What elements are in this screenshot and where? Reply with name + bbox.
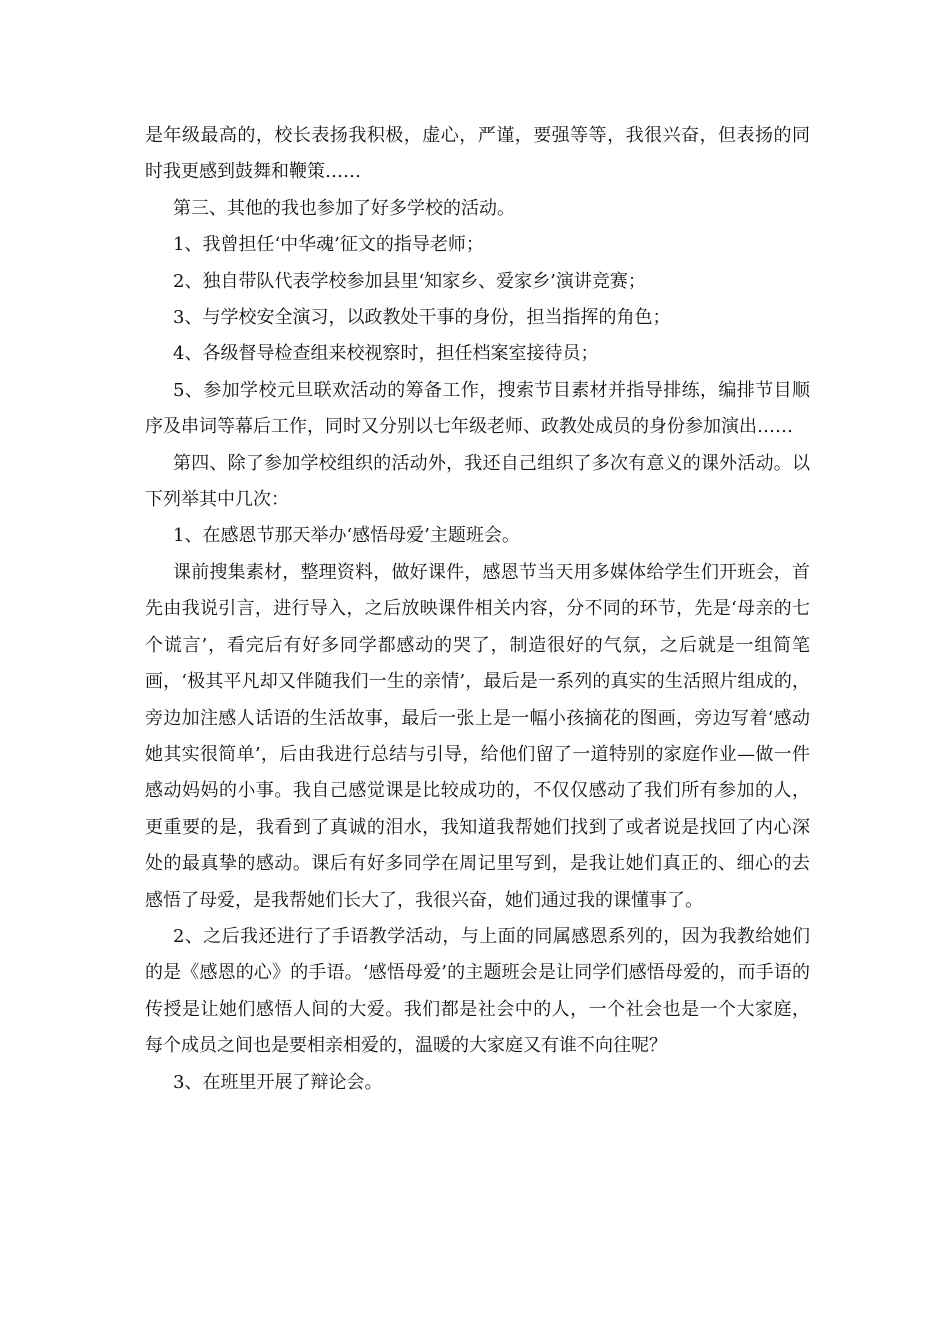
paragraph-item-sign-language: 2、之后我还进行了手语教学活动，与上面的同属感恩系列的，因为我教给她们的是《感恩的心》的手语。‘感悟母爱’的主题班会是让同学们感悟母爱的，而手语的传授是让她们感悟人间的大爱。我们都是社会中的人，一个社会也是一个大家庭，每个成员之间也是要相亲相爱的，温暖的大家庭又有谁不向往呢？: [145, 925, 810, 1057]
paragraph-section-three-heading: 第三、其他的我也参加了好多学校的活动。: [173, 197, 515, 219]
paragraph-item-essay-advisor: 1、我曾担任‘中华魂’征文的指导老师；: [173, 234, 484, 256]
paragraph-item-safety-drill: 3、与学校安全演习，以政教处干事的身份，担当指挥的角色；: [173, 307, 671, 329]
paragraph-meeting-description: 课前搜集素材，整理资料，做好课件，感恩节当天用多媒体给学生们开班会，首先由我说引言，进行导入，之后放映课件相关内容，分不同的环节，先是‘母亲的七个谎言’，看完后有好多同学都感动的哭了，制造很好的气氛，之后就是一组简笔画，‘极其平凡却又伴随我们一生的亲情’，最后是一系列的真实的生活照片组成的，旁边加注感人话语的生活故事，最后一张上是一幅小孩摘花的图画，旁边写着‘感动她其实很简单’，后由我进行总结与引导，给他们留了一道特别的家庭作业—做一件感动妈妈的小事。我自己感觉课是比较成功的，不仅仅感动了我们所有参加的人，更重要的是，我看到了真诚的泪水，我知道我帮她们找到了或者说是找回了内心深处的最真挚的感动。课后有好多同学在周记里写到，是我让她们真正的、细心的去感悟了母爱，是我帮她们长大了，我很兴奋，她们通过我的课懂事了。: [145, 561, 810, 911]
paragraph-item-speech-contest: 2、独自带队代表学校参加县里‘知家乡、爱家乡’演讲竞赛；: [173, 270, 646, 292]
paragraph-item-archive-reception: 4、各级督导检查组来校视察时，担任档案室接待员；: [173, 343, 599, 365]
paragraph-item-new-year-gala: 5、参加学校元旦联欢活动的筹备工作，搜索节目素材并指导排练，编排节目顺序及串词等幕后工作，同时又分别以七年级老师、政教处成员的身份参加演出……: [145, 379, 810, 438]
paragraph-section-four-heading: 第四、除了参加学校组织的活动外，我还自己组织了多次有意义的课外活动。以下列举其中几次：: [145, 452, 810, 511]
paragraph-item-debate: 3、在班里开展了辩论会。: [173, 1071, 383, 1093]
document-body: [145, 118, 810, 1101]
paragraph-praise-continuation: 是年级最高的，校长表扬我积极，虚心，严谨，要强等等，我很兴奋，但表扬的同时我更感到鼓舞和鞭策……: [145, 125, 810, 183]
paragraph-item-thanksgiving-meeting: 1、在感恩节那天举办‘感悟母爱’主题班会。: [173, 525, 520, 547]
